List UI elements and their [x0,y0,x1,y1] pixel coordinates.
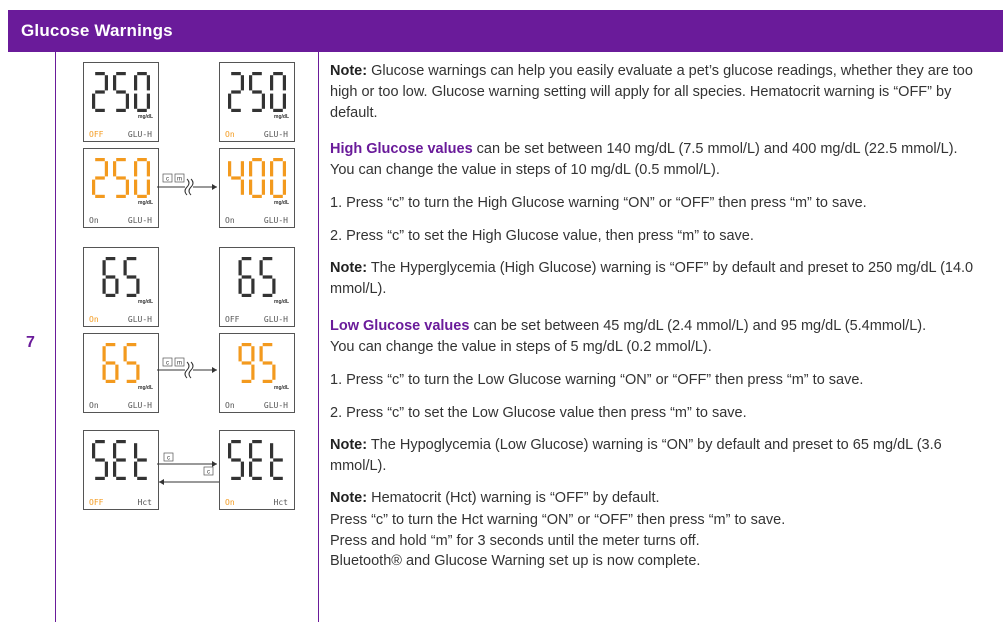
lcd-segment [137,477,147,480]
lcd-segment [95,458,105,461]
note-text: The Hypoglycemia (Low Glucose) warning is “ON” by default and preset to 65 mg/dL (3.6 mmol/L). [330,437,942,474]
lcd-segment [270,180,273,195]
lcd-digits [220,153,294,205]
lcd-segment [239,279,242,294]
lcd-segment [228,443,231,458]
lcd-mode: GLU-H [127,130,152,139]
column-divider-right [318,52,319,622]
lcd-status: OFF [89,498,104,507]
note-label: Note: [330,490,368,506]
connector-c-label: c [166,360,169,367]
lcd-segment [95,195,105,198]
lcd-segment [103,346,106,361]
lcd-segment [252,195,262,198]
lcd-segment [272,365,275,380]
lcd-segment [249,462,252,477]
lcd-segment [106,257,116,260]
lcd-segment [251,365,254,380]
lcd-mode: Hct [273,498,288,507]
lcd-display [219,247,295,327]
lcd-segment [228,161,231,176]
lcd-segment [263,294,273,297]
lcd-segment [137,158,147,161]
lcd-segment [273,109,283,112]
lcd-mode: GLU-H [127,216,152,225]
lcd-segment [252,158,262,161]
lcd-segment [105,75,108,90]
lcd-segment [262,94,265,109]
note-hypoglycemia [330,435,990,477]
note-text: The Hyperglycemia (High Glucose) warning is “OFF” by default and preset to 250 mg/dL (14.0 mmol/L). [330,260,974,297]
lcd-status: OFF [225,315,240,324]
lcd-segment [147,75,150,90]
lcd-unit: mg/dL [274,200,289,206]
lcd-digits [220,67,294,119]
lcd-segment [242,257,252,260]
connector-m-label: m [177,360,182,367]
note-hyperglycemia [330,258,980,300]
lcd-segment [126,94,129,109]
lcd-segment [251,279,254,294]
lcd-digits [84,252,158,304]
lcd-segment [231,176,241,179]
lcd-mode: GLU-H [263,401,288,410]
lcd-mode: GLU-H [263,216,288,225]
lcd-segment [272,279,275,294]
lcd-segment [270,443,273,458]
lcd-segment [270,94,273,109]
lcd-segment [116,458,126,461]
lcd-segment [252,458,262,461]
lcd-segment [231,458,241,461]
lcd-segment [116,440,126,443]
lcd-segment [137,458,147,461]
lcd-segment [147,180,150,195]
lcd-digits [220,252,294,304]
connector-m-label: m [177,176,182,183]
lcd-segment [106,275,116,278]
connector-high [157,165,219,205]
lcd-segment [124,346,127,361]
lcd-segment [115,365,118,380]
power-off-instruction: Press and hold “m” for 3 seconds until the meter turns off. [330,533,700,549]
lcd-segment [106,361,116,364]
lcd-segment [270,161,273,176]
lcd-segment [262,161,265,176]
lcd-digits [84,67,158,119]
lcd-segment [260,260,263,275]
lcd-segment [105,161,108,176]
lcd-segment [127,275,137,278]
lcd-display [83,247,159,327]
high-glucose-info [330,139,980,181]
lcd-segment [103,279,106,294]
lcd-segment [273,458,283,461]
lcd-segment [105,462,108,477]
lcd-segment [231,477,241,480]
high-step-2: 2. Press “c” to set the High Glucose value, then press “m” to save. [330,228,754,244]
note-hematocrit [330,488,995,509]
section-title: Glucose Warnings [21,21,173,40]
lcd-segment [92,180,95,195]
lcd-segment [103,260,106,275]
lcd-segment [106,294,116,297]
lcd-segment [263,380,273,383]
note-label: Note: [330,260,368,276]
lcd-display [83,430,159,510]
lcd-segment [252,90,262,93]
lcd-segment [283,75,286,90]
high-glucose-label: High Glucose values [330,141,473,157]
lcd-display [219,62,295,142]
lcd-segment [134,443,137,458]
lcd-segment [241,180,244,195]
lcd-segment [127,343,137,346]
connector-c-label: c [167,455,170,462]
high-step-1: 1. Press “c” to turn the High Glucose warning “ON” or “OFF” then press “m” to save. [330,195,867,211]
lcd-segment [92,94,95,109]
lcd-segment [116,195,126,198]
lcd-segment [95,109,105,112]
note-text: Hematocrit (Hct) warning is “OFF” by default. [367,490,660,506]
lcd-segment [103,365,106,380]
lcd-status: On [225,130,235,139]
lcd-segment [124,260,127,275]
note-label: Note: [330,63,368,79]
lcd-segment [283,161,286,176]
lcd-segment [242,294,252,297]
lcd-segment [239,260,242,275]
lcd-segment [242,361,252,364]
lcd-segment [249,180,252,195]
lcd-display [219,333,295,413]
lcd-unit: mg/dL [274,385,289,391]
lcd-unit: mg/dL [138,200,153,206]
lcd-segment [113,443,116,458]
lcd-digits [84,338,158,390]
lcd-segment [116,72,126,75]
lcd-segment [231,109,241,112]
lcd-mode: GLU-H [127,401,152,410]
lcd-segment [92,443,95,458]
lcd-segment [134,161,137,176]
low-glucose-label: Low Glucose values [330,318,470,334]
lcd-segment [263,361,273,364]
low-glucose-text: can be set between 45 mg/dL (2.4 mmol/L) and 95 mg/dL (5.4mmol/L). You can change the value in steps of 5 mg/dL (0.2 mmol/L). [330,318,927,355]
lcd-segment [273,477,283,480]
lcd-status: On [225,498,235,507]
lcd-segment [106,380,116,383]
lcd-segment [116,176,126,179]
lcd-segment [127,294,137,297]
lcd-digits [220,338,294,390]
lcd-segment [241,75,244,90]
connector-c-label: c [207,469,210,476]
lcd-unit: mg/dL [274,114,289,120]
lcd-segment [242,343,252,346]
lcd-segment [134,180,137,195]
lcd-segment [95,72,105,75]
lcd-segment [116,109,126,112]
lcd-segment [137,195,147,198]
lcd-unit: mg/dL [274,299,289,305]
lcd-status: On [89,216,99,225]
lcd-display [219,148,295,228]
lcd-status: On [225,216,235,225]
lcd-status: On [89,401,99,410]
lcd-unit: mg/dL [138,114,153,120]
lcd-segment [252,440,262,443]
lcd-mode: GLU-H [263,130,288,139]
lcd-segment [273,158,283,161]
lcd-segment [283,94,286,109]
lcd-unit: mg/dL [138,385,153,391]
lcd-segment [228,94,231,109]
lcd-segment [127,380,137,383]
lcd-mode: Hct [137,498,152,507]
lcd-segment [113,462,116,477]
lcd-segment [273,195,283,198]
lcd-segment [249,75,252,90]
lcd-segment [252,477,262,480]
lcd-display [219,430,295,510]
low-step-2: 2. Press “c” to set the Low Glucose value then press “m” to save. [330,405,747,421]
lcd-segment [113,75,116,90]
lcd-segment [126,180,129,195]
lcd-segment [273,72,283,75]
lcd-segment [116,158,126,161]
column-divider-left [55,52,56,622]
lcd-display [83,333,159,413]
lcd-display [83,62,159,142]
low-glucose-info [330,316,950,358]
lcd-segment [136,279,139,294]
lcd-segment [95,440,105,443]
connector-low [157,350,219,390]
lcd-segment [95,176,105,179]
lcd-status: On [225,401,235,410]
lcd-segment [137,109,147,112]
lcd-segment [242,275,252,278]
high-glucose-text: can be set between 140 mg/dL (7.5 mmol/L) and 400 mg/dL (22.5 mmol/L). You can change the value in steps of 10 mg/dL (0.5 mmol/L). [330,141,958,178]
lcd-segment [251,346,254,361]
lcd-unit: mg/dL [138,299,153,305]
lcd-segment [263,275,273,278]
lcd-segment [270,462,273,477]
step-number: 7 [26,334,35,351]
lcd-segment [231,72,241,75]
hct-instruction: Press “c” to turn the Hct warning “ON” or “OFF” then press “m” to save. [330,512,786,528]
lcd-segment [134,94,137,109]
connector-hct [157,450,219,490]
lcd-segment [116,477,126,480]
lcd-segment [249,161,252,176]
lcd-digits [84,153,158,205]
lcd-digits [84,435,158,487]
lcd-segment [252,109,262,112]
lcd-segment [134,75,137,90]
lcd-segment [137,72,147,75]
low-step-1: 1. Press “c” to turn the Low Glucose warning “ON” or “OFF” then press “m” to save. [330,372,864,388]
lcd-status: On [89,315,99,324]
lcd-segment [260,346,263,361]
lcd-display [83,148,159,228]
lcd-segment [115,279,118,294]
lcd-segment [242,380,252,383]
lcd-segment [263,343,273,346]
lcd-segment [127,361,137,364]
lcd-segment [239,346,242,361]
lcd-segment [283,180,286,195]
lcd-mode: GLU-H [127,315,152,324]
lcd-segment [147,161,150,176]
lcd-segment [127,257,137,260]
lcd-segment [95,90,105,93]
lcd-segment [241,462,244,477]
lcd-segment [136,365,139,380]
note-text: Glucose warnings can help you easily evaluate a pet’s glucose readings, whether they are too high or too low. Glucose warning setting will apply for all species. Hematocrit warning is “OFF” by default. [330,63,973,121]
lcd-segment [263,257,273,260]
connector-c-label: c [166,176,169,183]
section-header [8,10,1003,52]
lcd-segment [95,477,105,480]
lcd-segment [270,75,273,90]
lcd-segment [262,180,265,195]
lcd-status: OFF [89,130,104,139]
lcd-digits [220,435,294,487]
lcd-segment [113,161,116,176]
lcd-segment [95,158,105,161]
lcd-segment [252,72,262,75]
lcd-segment [241,161,244,176]
lcd-segment [116,90,126,93]
lcd-segment [134,462,137,477]
lcd-segment [231,440,241,443]
lcd-segment [106,343,116,346]
note-intro [330,61,995,124]
completion-note: Bluetooth® and Glucose Warning set up is now complete. [330,553,701,569]
lcd-mode: GLU-H [263,315,288,324]
lcd-segment [249,443,252,458]
note-label: Note: [330,437,368,453]
lcd-segment [147,94,150,109]
lcd-segment [231,90,241,93]
